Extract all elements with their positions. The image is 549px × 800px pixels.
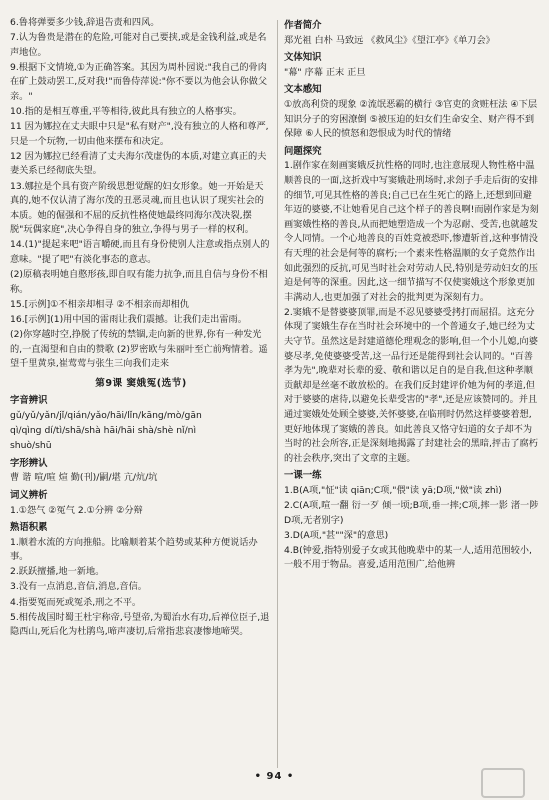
watermark-logo <box>481 768 543 796</box>
section-line: 1.①怨气 ②冤气 2.①分辨 ②分辩 <box>10 504 143 516</box>
answer-item: 7.认为鲁贵是潜在的危险,可能对自己要挟,或是金钱利益,或是名声地位。 <box>10 32 267 58</box>
section-heading: 文本感知 <box>284 84 322 96</box>
section-line: qì/qìng dí/tì/shā/shà hāi/hāi shà/shè nǐ/nì <box>10 425 197 437</box>
answer-item: 14.(1)"提起来吧"语言嚼硬,而且有身份使别人注意或指点别人的意味。"提了吧"有淡化事态的意志。 <box>10 239 270 265</box>
section-line: 曹 谐 喧/喧 煊 勤(刊)/嗣/堪 亢/炕/坑 <box>10 472 158 484</box>
section-line: 2.窦娥不是替婆婆顶罪,而是不忍见婆婆受拷打而屈招。这充分体现了窦娥生存在当时社会环境中的一个普通女子,她已经为丈夫守节。虽然这是封建道德伦理观念的影响,但一个小儿媳,向婆婆尽孝,免使婆婆受苦,这一品行还是能得到社会认同的。"百善孝为先",晚辈对长辈的爱、敬和谐以足自的是自我,但这种孝顺贡献却是丝毫不敢放松的。在我们反封建评价她为何的孝道,但对于婆婆的虐待,以避免长辈受害的"孝",还是应该赞同的。并且通过窦娥处处顾全婆婆,关怀婆婆,在临刑时仍然这样婆婆着想,更好地体现了窦娥的善良。如此善良又恪守妇道的女子却不为当时的社会所容,正是深刻地揭露了封建社会的黑暗,抨击了腐朽的社会秩序,突出了文章的主题。 <box>284 306 538 464</box>
section-line: 4.B(钟爱,指特别爱子女或其他晚辈中的某一人,适用范围较小,一般不用于物品。喜爱,适用范围广,给他辨 <box>284 544 532 571</box>
section-heading: 字音辨识 <box>10 395 48 407</box>
page-number: • 94 • <box>254 771 295 782</box>
section-line: 5.相传战国时蜀王杜宇称帝,号望帝,为蜀治水有功,后禅位臣子,退隐西山,死后化为杜鹃鸟,啼声凄切,后常指悲哀凄惨地啼哭。 <box>10 611 270 638</box>
section-line: 4.指要冤而死或冤杀,刑之不平。 <box>10 596 142 608</box>
left-sections <box>10 394 272 640</box>
section-line: 2.跃跃擅播,地一新地。 <box>10 566 105 578</box>
section-line: 2.C(A项,喧一翻 衍一歹 倾一顷;B项,垂一摔;C项,摔一影 渚一陟 D项,无者别字) <box>284 500 539 526</box>
answer-item: 9.根据下文情境,①为正确答案。其因为周朴园说:"我自己的骨肉在矿上鼓动罢工,反对我!"而鲁侍萍说:"你不要以为他会认你做父亲。" <box>10 61 268 102</box>
section-line: 3.D(A项,"甚""深"的意思) <box>284 529 389 541</box>
section-heading: 字形辨认 <box>10 457 48 469</box>
answer-item: 13.娜拉是个具有资产阶级思想觉醒的妇女形象。她一开始是天真的,她不仅认清了海尔茂的丑恶灵魂,而且也认识了现实社会的本质。她的倔强和不屈的反抗性格使她最终同海尔茂决裂,摆脱"玩偶家庭",决心争得自身的独立,争得与男子一样的权利。 <box>10 180 264 236</box>
answer-item: 12 因为娜拉已经看清了丈夫海尔茂虚伪的本质,对建立真正的夫妻关系已经彻底失望。 <box>10 150 267 177</box>
left-answer-list <box>10 16 272 372</box>
section-line: 1.顺着水流的方向推船。比喻顺着某个趋势或某种方便说话办事。 <box>10 536 258 563</box>
section-heading: 词义辨析 <box>10 489 48 501</box>
section-line: shuò/shū <box>10 440 52 452</box>
right-column <box>284 16 540 573</box>
section-heading: 文体知识 <box>284 52 322 64</box>
section-line: "幕" 序幕 正末 正旦 <box>284 66 366 78</box>
answer-item: (2)原稿表明她自憨形孩,即自叹有能力抗争,而且自信与身份不相称。 <box>10 269 268 295</box>
answer-item: 15.[示例]①不相亲却相寻 ②不相亲而却相仇 <box>10 298 189 310</box>
section-line: 郑光祖 白朴 马致远 《救风尘》《望江亭》《单刀会》 <box>284 34 495 46</box>
section-line: 1.剧作家在刻画窦娥反抗性格的同时,也注意展现人物性格中温顺善良的一面,这折戏中写窦娥赴刑场时,求刽子手走后街的安排的细节,可见其性格的善良;自己已在生死亡的路上,还想到回避年迈的婆婆,不让她看见自己这个样子的善良啊!而剧作家是为刻画窦娥性格的善良,从而把她塑造成一个为忍耐、受苦,也就越发令人同情。一个心地善良的百姓竟被恐吓,惨遭斩首,这种事情没有天理的社会是何等的腐朽;一个素来性格温顺的女子竟然作出如此强烈的反抗,可见当时社会对劳动人民,特别是劳动妇女的压迫是何等的深重。因此,这一细节描写不仅使窦娥这个形象更加丰满动人,也更加强了对社会的批判更为深刻有力。 <box>284 160 539 303</box>
answer-item: 10.指的是相互尊重,平等相待,彼此具有独立的人格事实。 <box>10 106 242 118</box>
section-line: ①放高利贷的现象 ②流氓恶霸的横行 ③官吏的贪赃枉法 ④下层知识分子的穷困潦倒 ⑤被压迫的妇女们生命安全、财产得不到保障 ⑥人民的愤怒和怨恨成为时代的情绪 <box>284 98 538 140</box>
section-line: gǔ/yǔ/yǎn/jǐ/qián/yǎo/hāi/lǐn/kāng/mò/gān <box>10 409 202 421</box>
left-column <box>10 16 272 640</box>
section-heading: 熟语积累 <box>10 522 48 534</box>
section-heading: 问题探究 <box>284 145 322 157</box>
section-heading: 一课一练 <box>284 470 322 482</box>
lesson-title: 第9课 窦娥冤(选节) <box>95 377 187 389</box>
answer-item: 16.[示例](1)用中国的雷雨让我们震撼。让我们走出雷雨。 <box>10 313 247 325</box>
right-sections <box>284 19 540 573</box>
answer-item: (2)你穿越时空,挣脱了传统的禁锢,走向新的世界,你有一种发光的,一直渴望和自由的赞歌 (2)罗密欧与朱丽叶至亡前殉情着。遥望千里黄泉,崔莺莺与张生三向我们走来 <box>10 328 268 370</box>
answer-item: 11 因为娜拉在丈夫眼中只是"私有财产",没有独立的人格和尊严,只是一个玩物,一切由他来摆布和决定。 <box>10 121 269 147</box>
answer-item: 6.鲁将弹要多少钱,辞退告责和四风。 <box>10 17 160 28</box>
section-heading: 作者简介 <box>284 20 322 31</box>
section-line: 3.没有一点消息,音信,消息,音信。 <box>10 581 147 593</box>
section-line: 1.B(A项,"怔"读 qiān;C项,"偎"读 yā;D项,"傚"读 zhì) <box>284 484 502 496</box>
watermark-box-icon <box>481 768 525 798</box>
column-divider <box>277 20 278 768</box>
